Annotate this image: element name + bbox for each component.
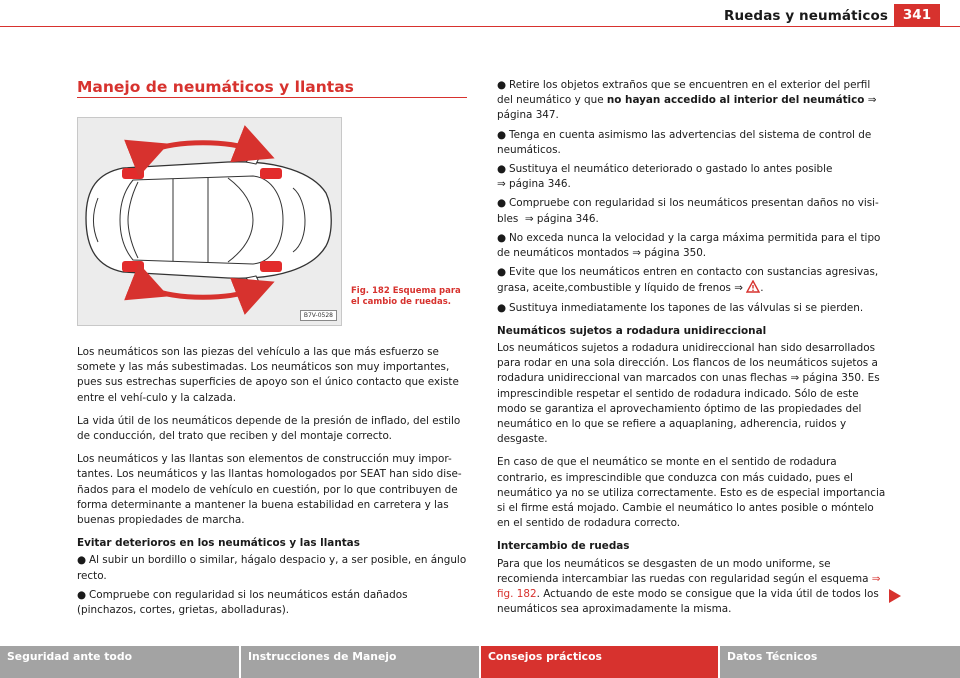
list-item xyxy=(497,128,887,158)
paragraph-text: Para que los neumáticos se desgasten de un modo uniforme, se recomienda intercambiar las ruedas con regularidad según el esquema xyxy=(497,557,869,585)
list-item xyxy=(77,553,467,583)
page-reference[interactable]: ⇒ página 347. xyxy=(497,94,877,122)
list-item xyxy=(77,588,467,618)
paragraph-text: . Actuando de este modo se consigue que la vida útil de todos los neumáticos sea aproximadamente la misma. xyxy=(497,588,879,616)
next-page-arrow-icon[interactable] xyxy=(888,588,902,604)
bullet-icon: ● xyxy=(77,588,87,601)
list-item-text: Al subir un bordillo o similar, hágalo despacio y, a ser posible, en ángulo recto. xyxy=(77,554,467,582)
paragraph: En caso de que el neumático se monte en el sentido de rodadura contrario, es imprescindible que conduzca con más cuidado, pues el neumático ya no se utiliza correctamente. Esto es de especial importancia si el firme está mojado. Cambie el neumático lo antes posible o móntelo en el sentido de rodadura correcto. xyxy=(497,456,886,530)
list-item-text: No exceda nunca la velocidad y la carga máxima permitida para el tipo de neumáticos montados ⇒ página 350. xyxy=(497,231,881,260)
subheading: Evitar deterioros en los neumáticos y las llantas xyxy=(77,537,360,550)
paragraph: La vida útil de los neumáticos depende de la presión de inflado, del estilo de conducción, del trato que reciben y del montaje correcto. xyxy=(77,414,461,443)
bullet-icon: ● xyxy=(497,266,507,279)
left-column xyxy=(77,345,467,622)
tab-consejos[interactable]: Consejos prácticos xyxy=(481,646,718,678)
list-item xyxy=(497,78,887,124)
emphasis-text: no hayan accedido al interior del neumático xyxy=(606,94,865,107)
figure-caption: Fig. 182 Esquema para el cambio de ruedas. xyxy=(351,286,461,307)
rear-right-wheel xyxy=(122,261,144,272)
page-number: 341 xyxy=(894,4,940,26)
bullet-icon: ● xyxy=(497,79,507,91)
list-item-text: Compruebe con regularidad si los neumáticos presentan daños no visi-bles xyxy=(497,197,879,225)
list-item: ● Evite que los neumáticos entren en contacto con sustancias agresivas, grasa, aceite,combustible y líquido de frenos ⇒ . xyxy=(497,266,879,295)
bullet-icon: ● xyxy=(497,231,507,244)
wheel-rotation-figure xyxy=(77,117,342,326)
bullet-icon: ● xyxy=(497,197,507,210)
paragraph xyxy=(497,557,887,618)
list-item-text: Retire los objetos extraños que se encuentren en el exterior del perfil del neumático y que xyxy=(497,79,871,107)
list-item-text: Tenga en cuenta asimismo las advertencias del sistema de control de neumáticos. xyxy=(497,128,872,156)
list-item xyxy=(497,301,887,316)
bullet-icon: ● xyxy=(497,128,507,141)
section-title-rule xyxy=(77,97,467,98)
car-body xyxy=(86,162,331,278)
tab-instrucciones[interactable]: Instrucciones de Manejo xyxy=(241,646,479,678)
bullet-icon: ● xyxy=(77,554,87,567)
figure-reference-link[interactable]: ⇒ fig. 182 xyxy=(497,572,881,601)
paragraph: Los neumáticos son las piezas del vehículo a las que más esfuerzo se somete y las más subestimadas. Los neumáticos son muy importantes, pues sus estrechas superficies de apoyo son el único contacto que existe entre el vehí-culo y la calzada. xyxy=(77,346,459,404)
list-item xyxy=(497,196,887,226)
page-reference[interactable]: ⇒ página 346. xyxy=(497,178,571,191)
rear-left-wheel xyxy=(122,168,144,179)
paragraph: Los neumáticos sujetos a rodadura unidireccional han sido desarrollados para rodar en una sola dirección. Los flancos de los neumáticos sujetos a rodadura unidireccional van marcados con unas flechas ⇒ página 350. Es imprescindible respetar el sentido de rodadura indicado. Sólo de este modo se garantiza el aprovechamiento óptimo de las propiedades del neumático en lo que se refiere a aquaplaning, adherencia, ruidos y desgaste. xyxy=(497,342,880,446)
section-title: Manejo de neumáticos y llantas xyxy=(77,78,354,96)
bullet-icon: ● xyxy=(497,163,507,176)
paragraph: Los neumáticos y las llantas son elementos de construcción muy impor-tantes. Los neumáticos y las llantas homologados por SEAT han sido dise-ñados para el modelo de vehículo en cuestión, por lo que contribuyen de forma determinante a mantener la buena estabilidad en carretera y las buenas propiedades de marcha. xyxy=(77,453,462,527)
car-top-view-illustration xyxy=(78,118,341,325)
front-right-wheel xyxy=(260,261,282,272)
page-reference[interactable]: ⇒ página 346. xyxy=(524,212,599,225)
list-item-text: Evite que los neumáticos entren en contacto con sustancias agresivas, grasa, aceite,combustible y líquido de frenos ⇒ xyxy=(497,266,879,295)
subheading: Intercambio de ruedas xyxy=(497,540,630,553)
figure-code: B7V-0528 xyxy=(300,310,337,321)
tab-seguridad[interactable]: Seguridad ante todo xyxy=(0,646,239,678)
header-section-title: Ruedas y neumáticos xyxy=(723,8,888,24)
warning-triangle-icon[interactable] xyxy=(746,280,760,293)
front-left-wheel xyxy=(260,168,282,179)
list-item xyxy=(497,231,887,261)
bullet-icon: ● xyxy=(497,301,507,314)
right-column xyxy=(497,78,887,626)
list-item-text: Compruebe con regularidad si los neumáticos están dañados (pinchazos, cortes, grietas, abolladuras). xyxy=(77,588,408,617)
list-item xyxy=(497,162,887,192)
list-item-text: Sustituya el neumático deteriorado o gastado lo antes posible xyxy=(509,163,833,176)
footer-nav xyxy=(0,646,960,678)
subheading: Neumáticos sujetos a rodadura unidireccional xyxy=(497,324,767,337)
list-item-text: Sustituya inmediatamente los tapones de las válvulas si se pierden. xyxy=(509,301,864,314)
header-rule xyxy=(0,26,960,27)
tab-datos[interactable]: Datos Técnicos xyxy=(720,646,960,678)
